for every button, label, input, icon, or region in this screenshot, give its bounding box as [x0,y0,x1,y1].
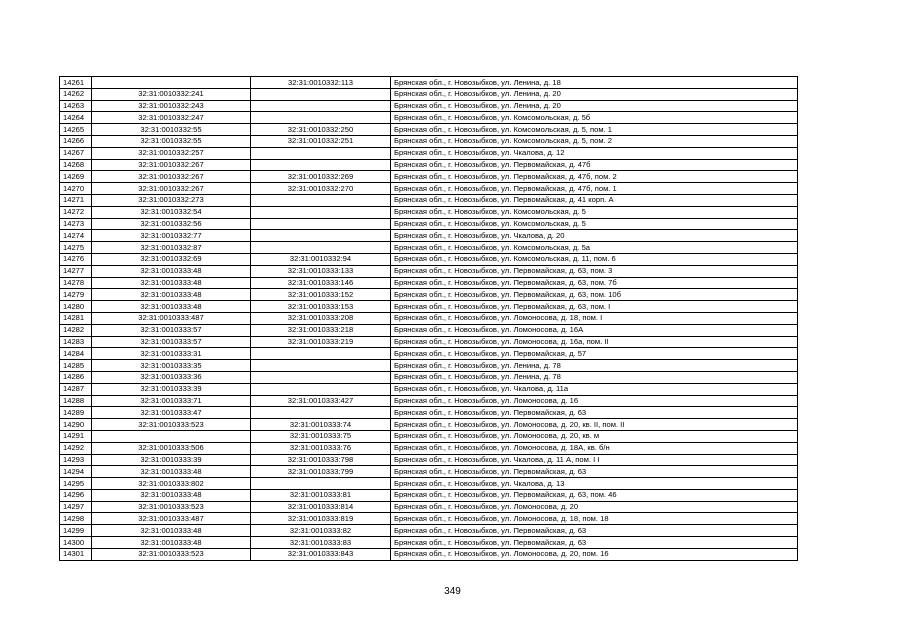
parent-cadastral-number-cell: 32:31:0010332:69 [92,253,251,265]
table-row [60,419,798,431]
parent-cadastral-number-cell: 32:31:0010333:39 [92,454,251,466]
table-row [60,112,798,124]
table-row [60,147,798,159]
address-cell: Брянская обл., г. Новозыбков, ул. Ломоносова, д. 20, пом. 16 [391,548,798,560]
record-number-cell: 14283 [60,336,92,348]
parent-cadastral-number-cell: 32:31:0010332:257 [92,147,251,159]
parent-cadastral-number-cell: 32:31:0010332:54 [92,206,251,218]
table-row [60,454,798,466]
cadastral-number-cell [251,100,391,112]
page-number: 349 [444,586,461,597]
table-row [60,206,798,218]
table-row [60,301,798,313]
address-cell: Брянская обл., г. Новозыбков, ул. Чкалова, д. 11а [391,383,798,395]
parent-cadastral-number-cell: 32:31:0010332:267 [92,159,251,171]
address-cell: Брянская обл., г. Новозыбков, ул. Ломоносова, д. 16 [391,395,798,407]
address-cell: Брянская обл., г. Новозыбков, ул. Чкалова, д. 11 А, пом. I I [391,454,798,466]
record-number-cell: 14270 [60,183,92,195]
cadastral-number-cell: 32:31:0010333:76 [251,442,391,454]
address-cell: Брянская обл., г. Новозыбков, ул. Первомайская, д. 63 [391,466,798,478]
cadastral-number-cell [251,478,391,490]
table-row [60,360,798,372]
record-number-cell: 14288 [60,395,92,407]
parent-cadastral-number-cell: 32:31:0010333:48 [92,537,251,549]
cadastral-number-cell [251,159,391,171]
table-row [60,513,798,525]
address-cell: Брянская обл., г. Новозыбков, ул. Первомайская, д. 63, пом. 10б [391,289,798,301]
table-row [60,159,798,171]
table-row [60,336,798,348]
cadastral-number-cell: 32:31:0010333:819 [251,513,391,525]
record-number-cell: 14286 [60,371,92,383]
table-row [60,324,798,336]
record-number-cell: 14279 [60,289,92,301]
address-cell: Брянская обл., г. Новозыбков, ул. Ломоносова, д. 18А, кв. б/н [391,442,798,454]
table-row [60,407,798,419]
parent-cadastral-number-cell: 32:31:0010333:35 [92,360,251,372]
parent-cadastral-number-cell: 32:31:0010333:36 [92,371,251,383]
parent-cadastral-number-cell: 32:31:0010333:39 [92,383,251,395]
cadastral-number-cell [251,112,391,124]
cadastral-number-cell: 32:31:0010333:219 [251,336,391,348]
cadastral-number-cell [251,194,391,206]
parent-cadastral-number-cell: 32:31:0010332:56 [92,218,251,230]
address-cell: Брянская обл., г. Новозыбков, ул. Ленина, д. 78 [391,371,798,383]
address-cell: Брянская обл., г. Новозыбков, ул. Первомайская, д. 63, пом. I [391,301,798,313]
address-cell: Брянская обл., г. Новозыбков, ул. Ленина, д. 20 [391,100,798,112]
cadastral-number-cell [251,407,391,419]
table-row [60,371,798,383]
parent-cadastral-number-cell: 32:31:0010332:241 [92,88,251,100]
record-number-cell: 14265 [60,124,92,136]
address-cell: Брянская обл., г. Новозыбков, ул. Первомайская, д. 47б [391,159,798,171]
record-number-cell: 14274 [60,230,92,242]
parent-cadastral-number-cell: 32:31:0010333:523 [92,419,251,431]
record-number-cell: 14294 [60,466,92,478]
cadastral-number-cell: 32:31:0010332:270 [251,183,391,195]
parent-cadastral-number-cell: 32:31:0010332:243 [92,100,251,112]
address-cell: Брянская обл., г. Новозыбков, ул. Первомайская, д. 63, пом. 7б [391,277,798,289]
cadastral-number-cell: 32:31:0010333:75 [251,430,391,442]
table-row [60,253,798,265]
table-row [60,537,798,549]
cadastral-number-cell: 32:31:0010333:146 [251,277,391,289]
parent-cadastral-number-cell: 32:31:0010333:48 [92,265,251,277]
table-row [60,525,798,537]
address-cell: Брянская обл., г. Новозыбков, ул. Первомайская, д. 63 [391,537,798,549]
table-row [60,466,798,478]
table-row [60,242,798,254]
table-row [60,489,798,501]
table-row [60,77,798,89]
record-number-cell: 14272 [60,206,92,218]
cadastral-number-cell [251,206,391,218]
address-cell: Брянская обл., г. Новозыбков, ул. Ломоносова, д. 18, пом. 18 [391,513,798,525]
parent-cadastral-number-cell: 32:31:0010333:31 [92,348,251,360]
address-cell: Брянская обл., г. Новозыбков, ул. Первомайская, д. 63 [391,525,798,537]
cadastral-number-cell: 32:31:0010333:153 [251,301,391,313]
table-row [60,100,798,112]
table-row [60,312,798,324]
record-number-cell: 14297 [60,501,92,513]
record-number-cell: 14291 [60,430,92,442]
address-cell: Брянская обл., г. Новозыбков, ул. Ленина, д. 18 [391,77,798,89]
parent-cadastral-number-cell: 32:31:0010332:87 [92,242,251,254]
cadastral-number-cell [251,371,391,383]
address-cell: Брянская обл., г. Новозыбков, ул. Чкалова, д. 12 [391,147,798,159]
table-row [60,124,798,136]
registry-table [59,76,798,561]
record-number-cell: 14261 [60,77,92,89]
table-row [60,194,798,206]
cadastral-number-cell: 32:31:0010333:74 [251,419,391,431]
parent-cadastral-number-cell: 32:31:0010332:247 [92,112,251,124]
parent-cadastral-number-cell: 32:31:0010333:802 [92,478,251,490]
address-cell: Брянская обл., г. Новозыбков, ул. Ленина, д. 78 [391,360,798,372]
parent-cadastral-number-cell: 32:31:0010333:48 [92,489,251,501]
address-cell: Брянская обл., г. Новозыбков, ул. Ломоносова, д. 20 [391,501,798,513]
cadastral-number-cell [251,230,391,242]
record-number-cell: 14284 [60,348,92,360]
cadastral-number-cell: 32:31:0010332:113 [251,77,391,89]
record-number-cell: 14293 [60,454,92,466]
record-number-cell: 14268 [60,159,92,171]
parent-cadastral-number-cell: 32:31:0010333:48 [92,466,251,478]
record-number-cell: 14296 [60,489,92,501]
cadastral-number-cell: 32:31:0010332:269 [251,171,391,183]
cadastral-number-cell [251,242,391,254]
record-number-cell: 14282 [60,324,92,336]
address-cell: Брянская обл., г. Новозыбков, ул. Комсомольская, д. 5, пом. 2 [391,135,798,147]
parent-cadastral-number-cell: 32:31:0010333:487 [92,513,251,525]
cadastral-number-cell: 32:31:0010332:251 [251,135,391,147]
address-cell: Брянская обл., г. Новозыбков, ул. Первомайская, д. 63 [391,407,798,419]
cadastral-number-cell [251,348,391,360]
cadastral-number-cell: 32:31:0010333:152 [251,289,391,301]
parent-cadastral-number-cell: 32:31:0010333:523 [92,548,251,560]
cadastral-number-cell: 32:31:0010333:82 [251,525,391,537]
record-number-cell: 14275 [60,242,92,254]
table-row [60,501,798,513]
cadastral-number-cell: 32:31:0010333:427 [251,395,391,407]
table-row [60,135,798,147]
table-row [60,171,798,183]
cadastral-number-cell: 32:31:0010333:798 [251,454,391,466]
parent-cadastral-number-cell: 32:31:0010332:267 [92,183,251,195]
address-cell: Брянская обл., г. Новозыбков, ул. Ломоносова, д. 16А [391,324,798,336]
record-number-cell: 14280 [60,301,92,313]
record-number-cell: 14300 [60,537,92,549]
cadastral-number-cell: 32:31:0010333:81 [251,489,391,501]
table-row [60,183,798,195]
parent-cadastral-number-cell: 32:31:0010332:55 [92,124,251,136]
record-number-cell: 14290 [60,419,92,431]
record-number-cell: 14271 [60,194,92,206]
address-cell: Брянская обл., г. Новозыбков, ул. Ленина, д. 20 [391,88,798,100]
parent-cadastral-number-cell: 32:31:0010333:47 [92,407,251,419]
record-number-cell: 14292 [60,442,92,454]
table-row [60,548,798,560]
cadastral-number-cell: 32:31:0010333:83 [251,537,391,549]
table-row [60,277,798,289]
table-row [60,478,798,490]
parent-cadastral-number-cell: 32:31:0010332:273 [92,194,251,206]
address-cell: Брянская обл., г. Новозыбков, ул. Первомайская, д. 57 [391,348,798,360]
parent-cadastral-number-cell [92,77,251,89]
address-cell: Брянская обл., г. Новозыбков, ул. Первомайская, д. 47б, пом. 1 [391,183,798,195]
parent-cadastral-number-cell: 32:31:0010333:506 [92,442,251,454]
cadastral-number-cell: 32:31:0010333:133 [251,265,391,277]
table-row [60,218,798,230]
address-cell: Брянская обл., г. Новозыбков, ул. Комсомольская, д. 5 [391,206,798,218]
parent-cadastral-number-cell: 32:31:0010333:523 [92,501,251,513]
table-row [60,88,798,100]
record-number-cell: 14285 [60,360,92,372]
record-number-cell: 14281 [60,312,92,324]
table-row [60,289,798,301]
table-row [60,395,798,407]
record-number-cell: 14289 [60,407,92,419]
table-row [60,430,798,442]
table-row [60,230,798,242]
address-cell: Брянская обл., г. Новозыбков, ул. Ломоносова, д. 20, кв. II, пом. II [391,419,798,431]
address-cell: Брянская обл., г. Новозыбков, ул. Комсомольская, д. 5, пом. 1 [391,124,798,136]
parent-cadastral-number-cell [92,430,251,442]
parent-cadastral-number-cell: 32:31:0010333:57 [92,336,251,348]
table-row [60,348,798,360]
address-cell: Брянская обл., г. Новозыбков, ул. Комсомольская, д. 5а [391,242,798,254]
cadastral-number-cell: 32:31:0010332:250 [251,124,391,136]
address-cell: Брянская обл., г. Новозыбков, ул. Ломоносова, д. 20, кв. м [391,430,798,442]
cadastral-number-cell: 32:31:0010333:218 [251,324,391,336]
table-row [60,383,798,395]
address-cell: Брянская обл., г. Новозыбков, ул. Комсомольская, д. 5б [391,112,798,124]
record-number-cell: 14263 [60,100,92,112]
record-number-cell: 14273 [60,218,92,230]
parent-cadastral-number-cell: 32:31:0010332:267 [92,171,251,183]
table-row [60,442,798,454]
parent-cadastral-number-cell: 32:31:0010333:48 [92,289,251,301]
cadastral-number-cell [251,383,391,395]
cadastral-number-cell [251,147,391,159]
cadastral-number-cell: 32:31:0010333:843 [251,548,391,560]
record-number-cell: 14301 [60,548,92,560]
parent-cadastral-number-cell: 32:31:0010333:71 [92,395,251,407]
address-cell: Брянская обл., г. Новозыбков, ул. Чкалова, д. 20 [391,230,798,242]
parent-cadastral-number-cell: 32:31:0010332:55 [92,135,251,147]
address-cell: Брянская обл., г. Новозыбков, ул. Комсомольская, д. 11, пом. 6 [391,253,798,265]
record-number-cell: 14266 [60,135,92,147]
cadastral-number-cell [251,88,391,100]
registry-table-body [60,77,798,561]
record-number-cell: 14298 [60,513,92,525]
address-cell: Брянская обл., г. Новозыбков, ул. Первомайская, д. 63, пом. 46 [391,489,798,501]
cadastral-number-cell: 32:31:0010333:208 [251,312,391,324]
address-cell: Брянская обл., г. Новозыбков, ул. Ломоносова, д. 18, пом. I [391,312,798,324]
cadastral-number-cell: 32:31:0010333:799 [251,466,391,478]
record-number-cell: 14287 [60,383,92,395]
record-number-cell: 14276 [60,253,92,265]
record-number-cell: 14262 [60,88,92,100]
record-number-cell: 14278 [60,277,92,289]
record-number-cell: 14277 [60,265,92,277]
cadastral-number-cell: 32:31:0010333:814 [251,501,391,513]
address-cell: Брянская обл., г. Новозыбков, ул. Первомайская, д. 63, пом. 3 [391,265,798,277]
address-cell: Брянская обл., г. Новозыбков, ул. Первомайская, д. 41 корп. А [391,194,798,206]
parent-cadastral-number-cell: 32:31:0010333:48 [92,301,251,313]
cadastral-number-cell [251,218,391,230]
parent-cadastral-number-cell: 32:31:0010333:487 [92,312,251,324]
parent-cadastral-number-cell: 32:31:0010333:48 [92,277,251,289]
record-number-cell: 14295 [60,478,92,490]
record-number-cell: 14299 [60,525,92,537]
cadastral-number-cell [251,360,391,372]
parent-cadastral-number-cell: 32:31:0010332:77 [92,230,251,242]
address-cell: Брянская обл., г. Новозыбков, ул. Ломоносова, д. 16а, пом. II [391,336,798,348]
parent-cadastral-number-cell: 32:31:0010333:57 [92,324,251,336]
cadastral-number-cell: 32:31:0010332:94 [251,253,391,265]
record-number-cell: 14269 [60,171,92,183]
record-number-cell: 14264 [60,112,92,124]
record-number-cell: 14267 [60,147,92,159]
address-cell: Брянская обл., г. Новозыбков, ул. Чкалова, д. 13 [391,478,798,490]
address-cell: Брянская обл., г. Новозыбков, ул. Первомайская, д. 47б, пом. 2 [391,171,798,183]
table-row [60,265,798,277]
parent-cadastral-number-cell: 32:31:0010333:48 [92,525,251,537]
address-cell: Брянская обл., г. Новозыбков, ул. Комсомольская, д. 5 [391,218,798,230]
